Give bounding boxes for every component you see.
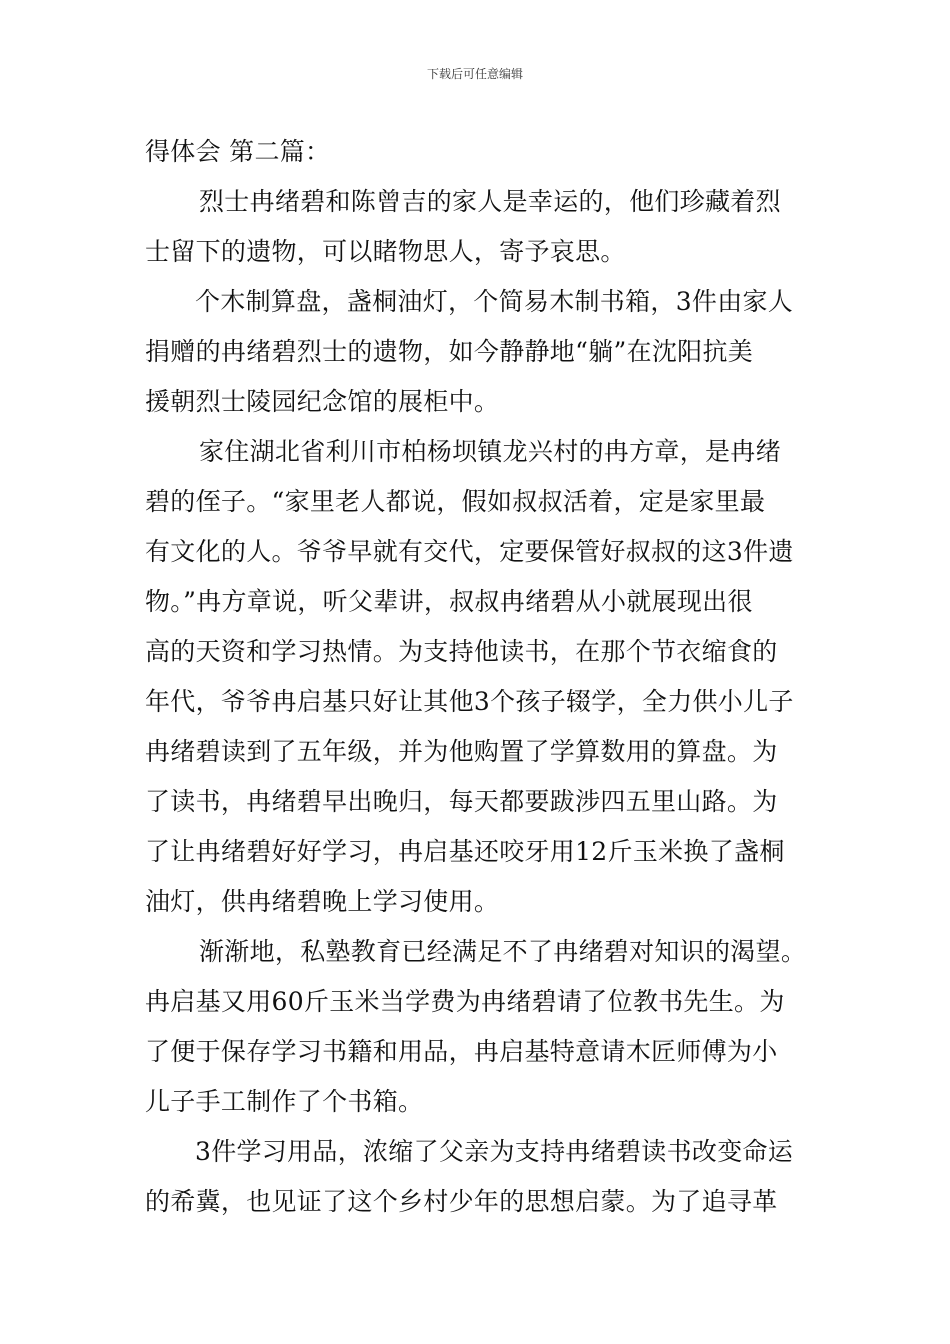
text-line: 冉绪碧读到了五年级，并为他购置了学算数用的算盘。为 — [145, 737, 778, 766]
text-line: 年代，爷爷冉启基只好让其他3个孩子辍学，全力供小儿子 — [145, 687, 794, 716]
paragraph-start-line: 3件学习用品，浓缩了父亲为支持冉绪碧读书改变命运 — [195, 1137, 794, 1166]
text-line: 士留下的遗物，可以睹物思人，寄予哀思。 — [145, 237, 626, 266]
page-header: 下载后可任意编辑 — [426, 67, 523, 81]
paragraph-start-line: 家住湖北省利川市柏杨坝镇龙兴村的冉方章，是冉绪 — [199, 437, 781, 466]
text-line: 有文化的人。爷爷早就有交代，定要保管好叔叔的这3件遗 — [145, 537, 794, 566]
text-line: 得体会 第二篇： — [145, 137, 331, 166]
text-line: 的希冀，也见证了这个乡村少年的思想启蒙。为了追寻革 — [145, 1187, 778, 1216]
text-line: 了读书，冉绪碧早出晚归，每天都要跋涉四五里山路。为 — [145, 787, 778, 816]
text-line: 油灯，供冉绪碧晚上学习使用。 — [145, 887, 500, 916]
paragraph-start-line: 烈士冉绪碧和陈曾吉的家人是幸运的，他们珍藏着烈 — [199, 187, 781, 216]
paragraph-start-line: 渐渐地，私塾教育已经满足不了冉绪碧对知识的渴望。 — [199, 937, 807, 966]
text-line: 冉启基又用60斤玉米当学费为冉绪碧请了位教书先生。为 — [145, 987, 785, 1016]
text-line: 捐赠的冉绪碧烈士的遗物，如今静静地“躺”在沈阳抗美 — [145, 337, 754, 366]
text-line: 援朝烈士陵园纪念馆的展柜中。 — [145, 387, 500, 416]
text-line: 儿子手工制作了个书箱。 — [145, 1087, 424, 1116]
text-line: 高的天资和学习热情。为支持他读书，在那个节衣缩食的 — [145, 637, 778, 666]
text-line: 碧的侄子。“家里老人都说，假如叔叔活着，定是家里最 — [145, 487, 766, 516]
text-line: 了便于保存学习书籍和用品，冉启基特意请木匠师傅为小 — [145, 1037, 778, 1066]
document-body — [145, 127, 815, 1227]
paragraph-start-line: 个木制算盘，盏桐油灯，个简易木制书箱，3件由家人 — [195, 287, 794, 316]
text-line: 物。”冉方章说，听父辈讲，叔叔冉绪碧从小就展现出很 — [145, 587, 753, 616]
text-line: 了让冉绪碧好好学习，冉启基还咬牙用12斤玉米换了盏桐 — [145, 837, 785, 866]
